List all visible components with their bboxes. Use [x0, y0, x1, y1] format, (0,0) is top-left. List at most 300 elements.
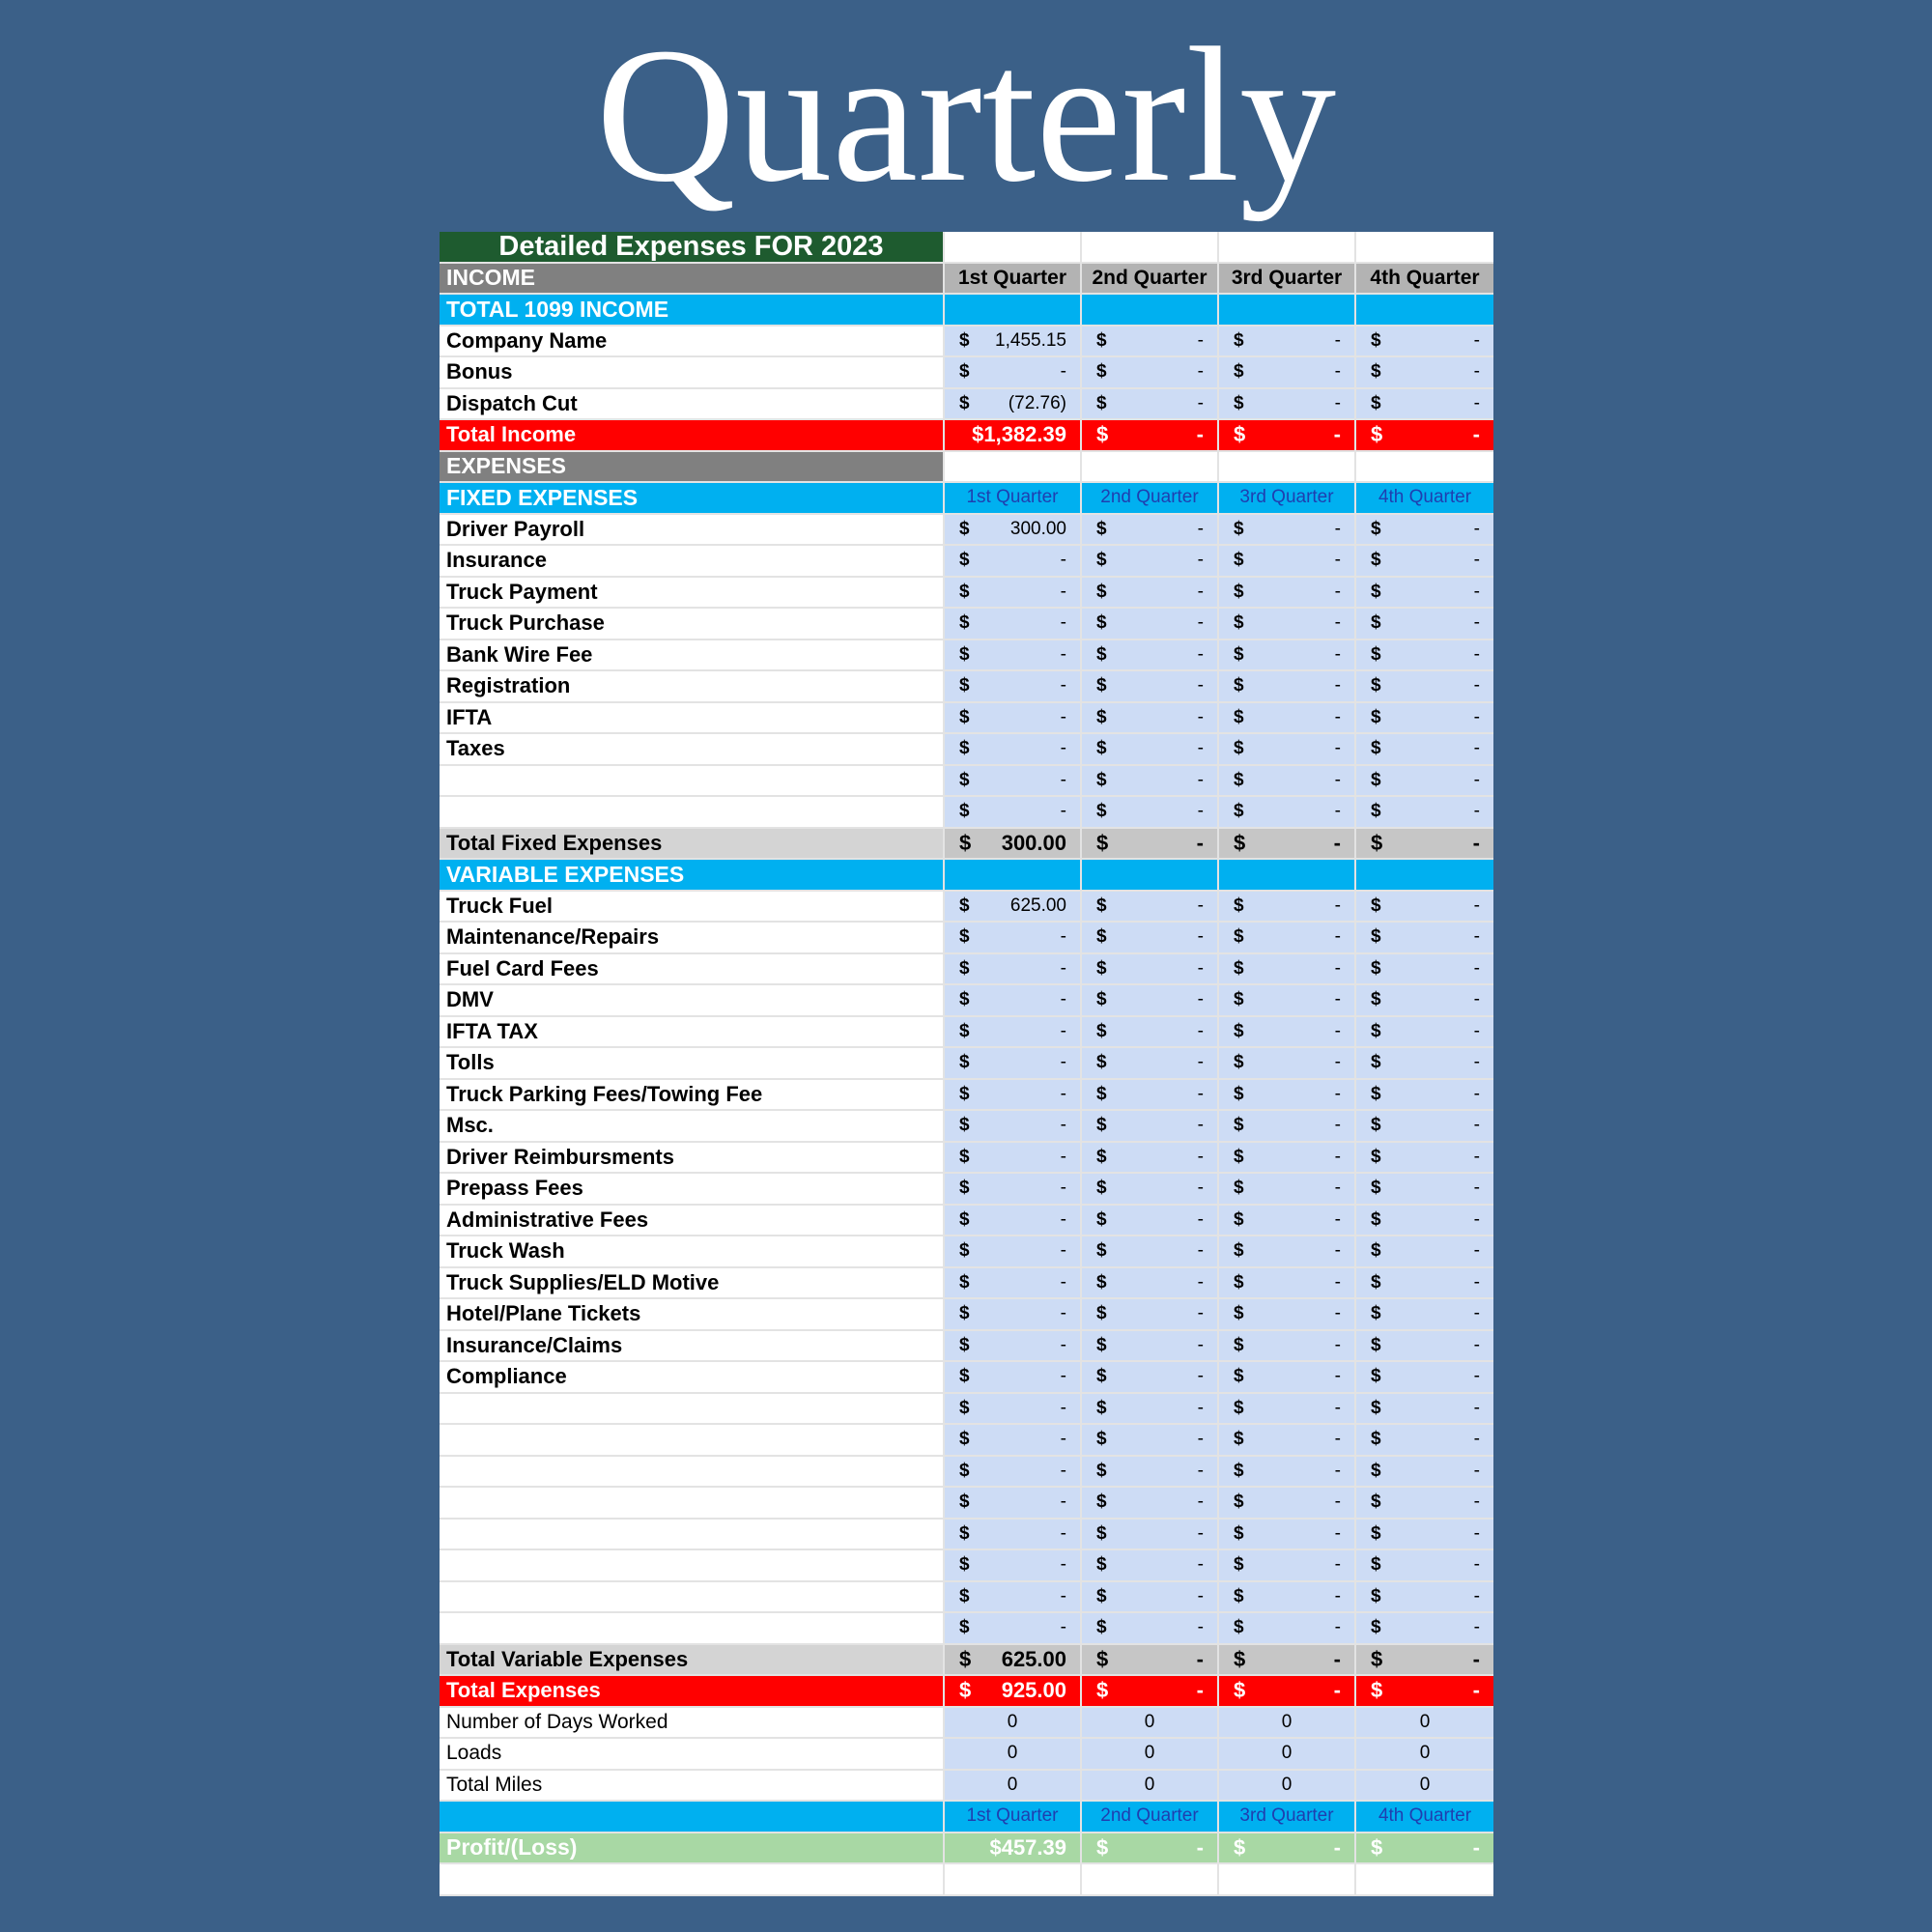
amount-cell[interactable]: [1219, 1080, 1356, 1112]
row-label[interactable]: Truck Payment: [440, 578, 945, 610]
amount-cell[interactable]: [945, 1520, 1082, 1551]
amount-cell[interactable]: [945, 1143, 1082, 1175]
row-label[interactable]: Maintenance/Repairs: [440, 923, 945, 954]
amount-cell[interactable]: [1082, 829, 1219, 861]
amount-cell[interactable]: [945, 1111, 1082, 1143]
row-label[interactable]: [440, 1802, 945, 1833]
amount-cell[interactable]: [1219, 1676, 1356, 1708]
amount-cell[interactable]: [1219, 1550, 1356, 1582]
amount-cell[interactable]: [1082, 671, 1219, 703]
amount-value: -: [1473, 1397, 1480, 1418]
quarter-header[interactable]: 2nd Quarter: [1082, 1802, 1219, 1833]
amount-cell[interactable]: [1219, 578, 1356, 610]
amount-cell[interactable]: [1219, 1331, 1356, 1363]
total-1099-row: [440, 295, 1493, 327]
amount-cell[interactable]: [1356, 1017, 1493, 1049]
amount-cell[interactable]: [945, 1425, 1082, 1457]
amount-cell[interactable]: [1082, 766, 1219, 798]
amount-cell[interactable]: [945, 1017, 1082, 1049]
amount-cell[interactable]: [1082, 954, 1219, 986]
row-label[interactable]: DMV: [440, 985, 945, 1017]
empty-cell[interactable]: [1356, 295, 1493, 327]
row-label[interactable]: Truck Supplies/ELD Motive: [440, 1268, 945, 1300]
amount-value: -: [1196, 1834, 1204, 1860]
amount-value: -: [1334, 1585, 1341, 1606]
amount-cell[interactable]: [1356, 703, 1493, 735]
amount-cell[interactable]: [1082, 1174, 1219, 1206]
amount-value: -: [1334, 957, 1341, 979]
amount-cell[interactable]: [1356, 357, 1493, 389]
amount-cell[interactable]: [1219, 703, 1356, 735]
amount-cell[interactable]: [1082, 734, 1219, 766]
amount-cell[interactable]: [945, 609, 1082, 640]
amount-cell[interactable]: [1082, 1299, 1219, 1331]
quarter-header[interactable]: 1st Quarter: [945, 1802, 1082, 1833]
amount-cell[interactable]: [1356, 797, 1493, 829]
row-label[interactable]: Bonus: [440, 357, 945, 389]
row-label[interactable]: Number of Days Worked: [440, 1708, 945, 1740]
amount-cell[interactable]: [1082, 327, 1219, 358]
row-label[interactable]: Taxes: [440, 734, 945, 766]
amount-cell[interactable]: [945, 797, 1082, 829]
amount-cell[interactable]: [945, 703, 1082, 735]
amount-cell[interactable]: [1219, 640, 1356, 672]
row-label[interactable]: Loads: [440, 1739, 945, 1771]
amount-cell[interactable]: [1356, 1520, 1493, 1551]
amount-cell[interactable]: [1356, 1613, 1493, 1645]
amount-cell[interactable]: [1082, 1582, 1219, 1614]
amount-cell[interactable]: [945, 1676, 1082, 1708]
row-label[interactable]: Truck Wash: [440, 1236, 945, 1268]
amount-cell[interactable]: [1356, 892, 1493, 923]
row-label[interactable]: Driver Payroll: [440, 515, 945, 547]
row-label[interactable]: Bank Wire Fee: [440, 640, 945, 672]
amount-value: -: [1197, 1303, 1204, 1324]
currency-symbol: $: [1234, 1178, 1244, 1199]
amount-cell[interactable]: [945, 1236, 1082, 1268]
amount-cell[interactable]: [945, 671, 1082, 703]
stat-value[interactable]: 0: [945, 1739, 1082, 1771]
amount-cell[interactable]: [945, 1833, 1082, 1865]
amount-cell[interactable]: [1356, 766, 1493, 798]
amount-value: -: [1473, 1020, 1480, 1041]
currency-symbol: $: [959, 1146, 970, 1167]
row-label[interactable]: [440, 1582, 945, 1614]
currency-symbol: $: [1234, 392, 1244, 413]
amount-cell[interactable]: [1082, 1488, 1219, 1520]
amount-cell[interactable]: [1356, 515, 1493, 547]
amount-value: -: [1334, 1334, 1341, 1355]
amount-cell[interactable]: [945, 578, 1082, 610]
quarter-header[interactable]: 3rd Quarter: [1219, 264, 1356, 296]
amount-cell[interactable]: [1356, 1676, 1493, 1708]
amount-cell[interactable]: [945, 954, 1082, 986]
amount-cell[interactable]: [1219, 389, 1356, 421]
amount-cell[interactable]: [1356, 1268, 1493, 1300]
empty-cell[interactable]: [1356, 452, 1493, 484]
quarter-header[interactable]: 2nd Quarter: [1082, 264, 1219, 296]
stat-value[interactable]: 0: [1082, 1708, 1219, 1740]
row-label[interactable]: Insurance: [440, 546, 945, 578]
currency-symbol: $: [1234, 422, 1246, 447]
row-label[interactable]: IFTA TAX: [440, 1017, 945, 1049]
amount-cell[interactable]: [945, 389, 1082, 421]
amount-cell[interactable]: [1219, 1833, 1356, 1865]
row-label[interactable]: VARIABLE EXPENSES: [440, 860, 945, 892]
total-fixed-row: [440, 829, 1493, 861]
currency-symbol: $: [959, 1208, 970, 1230]
amount-cell[interactable]: [945, 1080, 1082, 1112]
amount-cell[interactable]: [1082, 357, 1219, 389]
empty-cell[interactable]: [945, 1864, 1082, 1896]
amount-cell[interactable]: [1219, 1048, 1356, 1080]
amount-cell[interactable]: [1356, 1833, 1493, 1865]
amount-value: -: [1060, 643, 1066, 665]
row-label[interactable]: Total Expenses: [440, 1676, 945, 1708]
row-label[interactable]: Registration: [440, 671, 945, 703]
empty-cell[interactable]: [1219, 452, 1356, 484]
amount-cell[interactable]: [945, 640, 1082, 672]
amount-cell[interactable]: [1082, 1206, 1219, 1237]
amount-cell[interactable]: [1219, 1582, 1356, 1614]
amount-cell[interactable]: [1356, 1425, 1493, 1457]
amount-cell[interactable]: [1082, 1394, 1219, 1426]
quarter-header[interactable]: 4th Quarter: [1356, 1802, 1493, 1833]
row-label[interactable]: [440, 766, 945, 798]
amount-cell[interactable]: [1082, 1362, 1219, 1394]
quarter-header[interactable]: 4th Quarter: [1356, 264, 1493, 296]
amount-cell[interactable]: [1219, 1143, 1356, 1175]
stat-value[interactable]: 0: [1219, 1708, 1356, 1740]
amount-cell[interactable]: [1082, 1331, 1219, 1363]
quarter-header[interactable]: 2nd Quarter: [1082, 483, 1219, 515]
amount-cell[interactable]: [945, 1206, 1082, 1237]
amount-cell[interactable]: [945, 766, 1082, 798]
amount-value: -: [1060, 738, 1066, 759]
row-label[interactable]: [440, 1425, 945, 1457]
row-label[interactable]: Total Fixed Expenses: [440, 829, 945, 861]
amount-value: -: [1060, 1522, 1066, 1544]
amount-cell[interactable]: [1356, 985, 1493, 1017]
amount-cell[interactable]: [1356, 1236, 1493, 1268]
amount-cell[interactable]: [1219, 829, 1356, 861]
amount-cell[interactable]: [1356, 420, 1493, 452]
amount-cell[interactable]: [1356, 671, 1493, 703]
amount-cell[interactable]: [1082, 985, 1219, 1017]
amount-cell[interactable]: [1219, 327, 1356, 358]
stat-value[interactable]: 0: [1082, 1771, 1219, 1803]
quarter-header[interactable]: 4th Quarter: [1356, 483, 1493, 515]
row-label[interactable]: Administrative Fees: [440, 1206, 945, 1237]
empty-cell[interactable]: [1219, 232, 1356, 264]
empty-cell[interactable]: [1082, 452, 1219, 484]
amount-cell[interactable]: [1082, 1048, 1219, 1080]
row-label[interactable]: TOTAL 1099 INCOME: [440, 295, 945, 327]
amount-cell[interactable]: [1082, 1645, 1219, 1677]
amount-cell[interactable]: [1082, 1425, 1219, 1457]
amount-cell[interactable]: [1082, 1833, 1219, 1865]
amount-cell[interactable]: [1356, 923, 1493, 954]
quarter-header[interactable]: 3rd Quarter: [1219, 483, 1356, 515]
amount-cell[interactable]: [1082, 923, 1219, 954]
empty-cell[interactable]: [945, 232, 1082, 264]
amount-cell[interactable]: [1219, 1520, 1356, 1551]
amount-cell[interactable]: [1219, 1362, 1356, 1394]
amount-cell[interactable]: [1356, 1174, 1493, 1206]
amount-cell[interactable]: [945, 892, 1082, 923]
amount-cell[interactable]: [945, 515, 1082, 547]
row-label[interactable]: EXPENSES: [440, 452, 945, 484]
empty-cell[interactable]: [1356, 232, 1493, 264]
amount-cell[interactable]: [1219, 1299, 1356, 1331]
amount-cell[interactable]: [945, 420, 1082, 452]
amount-cell[interactable]: [945, 327, 1082, 358]
amount-cell[interactable]: [1219, 671, 1356, 703]
amount-cell[interactable]: [945, 1331, 1082, 1363]
table-row: [440, 1425, 1493, 1457]
row-label[interactable]: Total Miles: [440, 1771, 945, 1803]
row-label[interactable]: Prepass Fees: [440, 1174, 945, 1206]
row-label[interactable]: [440, 1613, 945, 1645]
amount-cell[interactable]: [1356, 578, 1493, 610]
amount-cell[interactable]: [1082, 1236, 1219, 1268]
amount-cell[interactable]: [1082, 1520, 1219, 1551]
row-label[interactable]: Truck Fuel: [440, 892, 945, 923]
stat-value[interactable]: 0: [1356, 1771, 1493, 1803]
empty-cell[interactable]: [1219, 1864, 1356, 1896]
amount-cell[interactable]: [945, 1613, 1082, 1645]
quarter-header[interactable]: 3rd Quarter: [1219, 1802, 1356, 1833]
amount-cell[interactable]: [1356, 1143, 1493, 1175]
amount-cell[interactable]: [1356, 389, 1493, 421]
amount-cell[interactable]: [1082, 1111, 1219, 1143]
row-label[interactable]: Insurance/Claims: [440, 1331, 945, 1363]
amount-cell[interactable]: [1219, 1394, 1356, 1426]
amount-cell[interactable]: [945, 1488, 1082, 1520]
stat-value[interactable]: 0: [1219, 1739, 1356, 1771]
currency-symbol: $: [1371, 1460, 1381, 1481]
amount-cell[interactable]: [1082, 797, 1219, 829]
amount-cell[interactable]: [1356, 640, 1493, 672]
stat-value[interactable]: 0: [1082, 1739, 1219, 1771]
row-label[interactable]: INCOME: [440, 264, 945, 296]
amount-cell[interactable]: [1219, 1236, 1356, 1268]
amount-cell[interactable]: [1356, 1331, 1493, 1363]
amount-cell[interactable]: [1219, 1645, 1356, 1677]
amount-cell[interactable]: [945, 1048, 1082, 1080]
amount-value: -: [1197, 1397, 1204, 1418]
amount-cell[interactable]: [1219, 1488, 1356, 1520]
stat-value[interactable]: 0: [1219, 1771, 1356, 1803]
amount-cell[interactable]: [1356, 1582, 1493, 1614]
empty-cell[interactable]: [945, 452, 1082, 484]
amount-cell[interactable]: [945, 1582, 1082, 1614]
row-label[interactable]: Compliance: [440, 1362, 945, 1394]
amount-cell[interactable]: [1082, 389, 1219, 421]
amount-cell[interactable]: [945, 1394, 1082, 1426]
amount-cell[interactable]: [1356, 1362, 1493, 1394]
amount-cell[interactable]: [1082, 703, 1219, 735]
amount-cell[interactable]: [945, 1362, 1082, 1394]
amount-cell[interactable]: [1219, 923, 1356, 954]
amount-cell[interactable]: [1219, 1174, 1356, 1206]
row-label[interactable]: Msc.: [440, 1111, 945, 1143]
currency-symbol: $: [1234, 706, 1244, 727]
empty-cell[interactable]: [1219, 860, 1356, 892]
amount-cell[interactable]: [1219, 1425, 1356, 1457]
amount-cell[interactable]: [1082, 1017, 1219, 1049]
amount-cell[interactable]: [1082, 1143, 1219, 1175]
amount-cell[interactable]: [945, 1268, 1082, 1300]
row-label[interactable]: Driver Reimbursments: [440, 1143, 945, 1175]
amount-cell[interactable]: [1356, 829, 1493, 861]
amount-cell[interactable]: [1082, 640, 1219, 672]
row-label[interactable]: Profit/(Loss): [440, 1833, 945, 1865]
stat-value[interactable]: 0: [1356, 1739, 1493, 1771]
amount-cell[interactable]: [1082, 546, 1219, 578]
empty-cell[interactable]: [1082, 1864, 1219, 1896]
row-label[interactable]: Hotel/Plane Tickets: [440, 1299, 945, 1331]
amount-value: -: [1197, 1460, 1204, 1481]
empty-cell[interactable]: [1356, 860, 1493, 892]
empty-cell[interactable]: [945, 860, 1082, 892]
amount-cell[interactable]: [1356, 1550, 1493, 1582]
amount-cell[interactable]: [1082, 892, 1219, 923]
amount-value: -: [1334, 1522, 1341, 1544]
row-label[interactable]: [440, 797, 945, 829]
currency-symbol: $: [959, 926, 970, 948]
currency-symbol: $: [1234, 329, 1244, 351]
amount-cell[interactable]: [1356, 1080, 1493, 1112]
amount-cell[interactable]: [1219, 1111, 1356, 1143]
amount-cell[interactable]: [1082, 515, 1219, 547]
row-label[interactable]: Fuel Card Fees: [440, 954, 945, 986]
amount-value: -: [1473, 675, 1480, 696]
amount-cell[interactable]: [1356, 1457, 1493, 1489]
amount-cell[interactable]: [945, 546, 1082, 578]
amount-value: -: [1473, 1052, 1480, 1073]
amount-cell[interactable]: [1219, 546, 1356, 578]
row-label[interactable]: Total Income: [440, 420, 945, 452]
amount-cell[interactable]: [1082, 1457, 1219, 1489]
currency-symbol: $: [1096, 769, 1107, 790]
amount-cell[interactable]: [1356, 1111, 1493, 1143]
empty-cell[interactable]: [1082, 860, 1219, 892]
empty-cell[interactable]: [1082, 295, 1219, 327]
row-label[interactable]: [440, 1488, 945, 1520]
amount-value: -: [1334, 675, 1341, 696]
amount-cell[interactable]: [1082, 1268, 1219, 1300]
amount-cell[interactable]: [1356, 609, 1493, 640]
stat-value[interactable]: 0: [945, 1771, 1082, 1803]
empty-cell[interactable]: [1219, 295, 1356, 327]
amount-cell[interactable]: [1219, 797, 1356, 829]
row-label[interactable]: Total Variable Expenses: [440, 1645, 945, 1677]
amount-cell[interactable]: [1219, 954, 1356, 986]
amount-cell[interactable]: [945, 1645, 1082, 1677]
amount-cell[interactable]: [1082, 420, 1219, 452]
amount-cell[interactable]: [1082, 1080, 1219, 1112]
amount-cell[interactable]: [1356, 1394, 1493, 1426]
amount-cell[interactable]: [945, 357, 1082, 389]
amount-cell[interactable]: [1082, 1550, 1219, 1582]
amount-cell[interactable]: [1356, 546, 1493, 578]
amount-cell[interactable]: [1082, 1676, 1219, 1708]
empty-cell[interactable]: [1356, 1864, 1493, 1896]
row-label[interactable]: Tolls: [440, 1048, 945, 1080]
amount-cell[interactable]: [945, 1550, 1082, 1582]
amount-cell[interactable]: [1219, 515, 1356, 547]
currency-symbol: $: [1234, 957, 1244, 979]
amount-cell[interactable]: [945, 734, 1082, 766]
empty-cell[interactable]: [945, 295, 1082, 327]
currency-symbol: $: [1371, 1554, 1381, 1576]
amount-cell[interactable]: [1082, 578, 1219, 610]
row-label[interactable]: Dispatch Cut: [440, 389, 945, 421]
row-label[interactable]: Truck Parking Fees/Towing Fee: [440, 1080, 945, 1112]
amount-cell[interactable]: [1082, 1613, 1219, 1645]
amount-cell[interactable]: [945, 829, 1082, 861]
amount-cell[interactable]: [1219, 609, 1356, 640]
row-label[interactable]: [440, 1520, 945, 1551]
amount-cell[interactable]: [1219, 892, 1356, 923]
sheet-title[interactable]: Detailed Expenses FOR 2023: [440, 232, 945, 264]
amount-cell[interactable]: [1082, 609, 1219, 640]
row-label[interactable]: [440, 1550, 945, 1582]
quarter-header[interactable]: 1st Quarter: [945, 483, 1082, 515]
amount-cell[interactable]: [1356, 1488, 1493, 1520]
row-label[interactable]: Truck Purchase: [440, 609, 945, 640]
amount-value: -: [1197, 1083, 1204, 1104]
row-label[interactable]: IFTA: [440, 703, 945, 735]
amount-cell[interactable]: [1356, 1299, 1493, 1331]
row-label[interactable]: [440, 1457, 945, 1489]
stat-value[interactable]: 0: [945, 1708, 1082, 1740]
amount-cell[interactable]: [1356, 327, 1493, 358]
amount-cell[interactable]: [945, 985, 1082, 1017]
empty-cell[interactable]: [1082, 232, 1219, 264]
amount-cell[interactable]: [1356, 1048, 1493, 1080]
amount-cell[interactable]: [945, 1174, 1082, 1206]
amount-cell[interactable]: [1219, 766, 1356, 798]
amount-cell[interactable]: [1219, 985, 1356, 1017]
currency-symbol: $: [1371, 830, 1383, 855]
row-label[interactable]: FIXED EXPENSES: [440, 483, 945, 515]
amount-cell[interactable]: [1219, 1206, 1356, 1237]
amount-cell[interactable]: [945, 1457, 1082, 1489]
row-label[interactable]: [440, 1394, 945, 1426]
amount-cell[interactable]: [1356, 734, 1493, 766]
quarter-header[interactable]: 1st Quarter: [945, 264, 1082, 296]
amount-cell[interactable]: [1356, 1645, 1493, 1677]
amount-cell[interactable]: [945, 1299, 1082, 1331]
amount-cell[interactable]: [1356, 954, 1493, 986]
amount-cell[interactable]: [945, 923, 1082, 954]
amount-cell[interactable]: [1219, 1457, 1356, 1489]
row-label[interactable]: [440, 1864, 945, 1896]
amount-cell[interactable]: [1219, 420, 1356, 452]
currency-symbol: $: [959, 612, 970, 634]
amount-cell[interactable]: [1219, 734, 1356, 766]
amount-cell[interactable]: [1219, 1268, 1356, 1300]
stat-value[interactable]: 0: [1356, 1708, 1493, 1740]
amount-cell[interactable]: [1219, 357, 1356, 389]
row-label[interactable]: Company Name: [440, 327, 945, 358]
amount-cell[interactable]: [1219, 1613, 1356, 1645]
amount-cell[interactable]: [1219, 1017, 1356, 1049]
amount-cell[interactable]: [1356, 1206, 1493, 1237]
currency-symbol: $: [1234, 1522, 1244, 1544]
